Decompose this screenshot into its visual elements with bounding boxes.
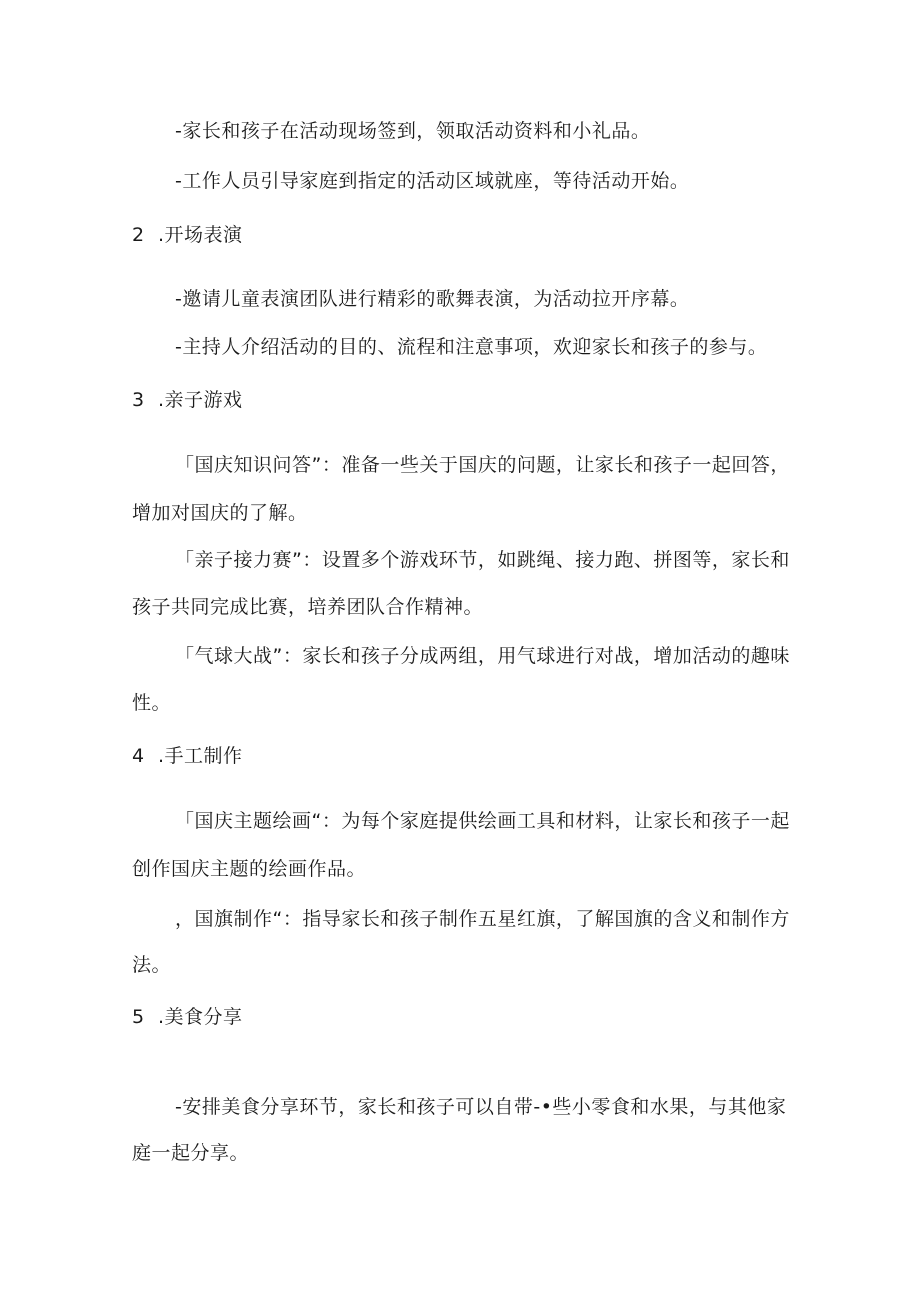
- paragraph-line: 「亲子接力赛”：设置多个游戏环节，如跳绳、接力跑、拼图等，家长和: [175, 549, 790, 571]
- section-title: .开场表演: [158, 224, 243, 246]
- paragraph-line: 「国庆主题绘画“：为每个家庭提供绘画工具和材料，让家长和孩子一起: [175, 810, 790, 832]
- list-item: -邀请儿童表演团队进行精彩的歌舞表演，为活动拉开序幕。: [175, 288, 690, 310]
- section-heading: [132, 387, 243, 413]
- section-number: 3: [132, 389, 145, 411]
- list-item: -工作人员引导家庭到指定的活动区域就座，等待活动开始。: [175, 170, 690, 192]
- paragraph-line: 性。: [132, 692, 172, 714]
- section-title: .美食分享: [158, 1006, 243, 1028]
- section-heading: [132, 743, 243, 769]
- paragraph-line: 「气球大战”：家长和孩子分成两组，用气球进行对战，增加活动的趣味: [175, 645, 790, 667]
- list-item: -主持人介绍活动的目的、流程和注意事项，欢迎家长和孩子的参与。: [175, 336, 768, 358]
- paragraph-line: -安排美食分享环节，家长和孩子可以自带-•些小零食和水果，与其他家: [175, 1096, 787, 1118]
- paragraph-line: ，国旗制作“：指导家长和孩子制作五星红旗，了解国旗的含义和制作方: [175, 908, 790, 930]
- paragraph-line: 法。: [132, 954, 172, 976]
- section-number: 4: [132, 745, 145, 767]
- section-title: .亲子游戏: [158, 389, 243, 411]
- section-title: .手工制作: [158, 745, 243, 767]
- paragraph-line: 创作国庆主题的绘画作品。: [132, 858, 367, 880]
- section-number: 2: [132, 224, 145, 246]
- section-heading: [132, 1004, 243, 1030]
- section-heading: [132, 222, 243, 248]
- list-item: -家长和孩子在活动现场签到，领取活动资料和小礼品。: [175, 120, 651, 142]
- paragraph-line: 增加对国庆的了解。: [132, 502, 308, 524]
- paragraph-line: 孩子共同完成比赛，培养团队合作精神。: [132, 596, 484, 618]
- section-number: 5: [132, 1006, 145, 1028]
- paragraph-line: 「国庆知识问答”：准备一些关于国庆的问题，让家长和孩子一起回答，: [175, 454, 790, 476]
- paragraph-line: 庭一起分享。: [132, 1142, 250, 1164]
